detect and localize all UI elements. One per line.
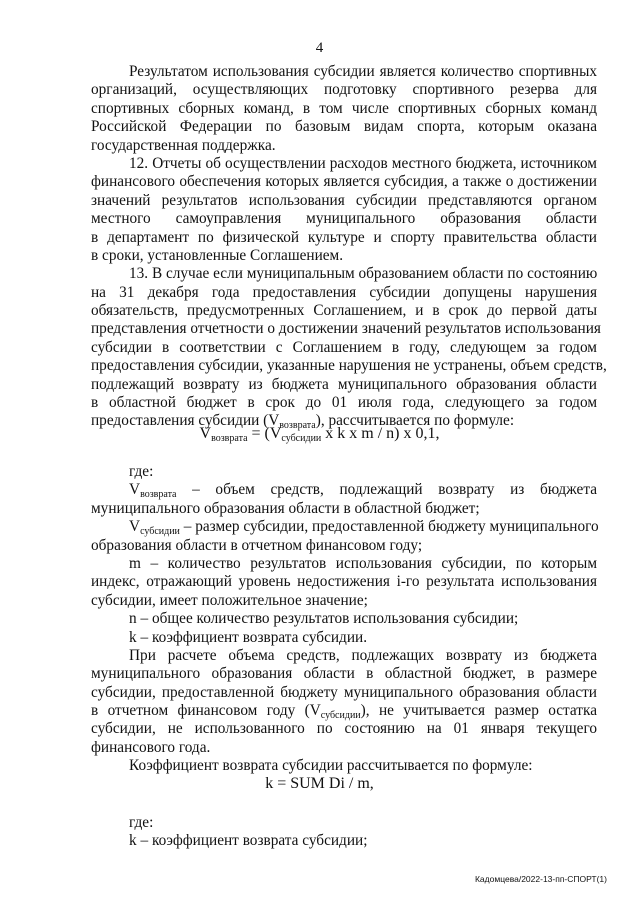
paragraph-line: 13. В случае если муниципальным образованием области по состоянию xyxy=(129,265,598,283)
paragraph-line: предоставления субсидии $(V_{возврата})$, рассчитывается по формуле: xyxy=(91,412,515,432)
paragraph-line: При расчете объема средств, подлежащих возврату из бюджета xyxy=(129,646,597,664)
paragraph-line: местного самоуправления муниципального образования области xyxy=(91,210,597,228)
formula-coefficient: k = SUM Di / m, xyxy=(265,775,374,792)
coefficient-intro: Коэффициент возврата субсидии рассчитывается по формуле: xyxy=(129,757,533,775)
paragraph-line: в отчетном финансовом году $(V_{субсидии})$, не учитывается размер остатка xyxy=(91,702,597,722)
paragraph-line: финансового обеспечения которых является субсидия, а также о достижении xyxy=(91,173,597,191)
definition-k: k – коэффициент возврата субсидии; xyxy=(129,832,368,850)
definition-line: субсидии, имеет положительное значение; xyxy=(91,591,368,609)
definition-m: m – количество результатов использования субсидии, по которым xyxy=(129,554,597,572)
paragraph-line: в департамент по физической культуре и спорту правительства области xyxy=(91,228,597,246)
definition-n: n – общее количество результатов использования субсидии; xyxy=(129,610,519,628)
paragraph-line: Российской Федерации по базовым видам спорта, которым оказана xyxy=(91,118,597,136)
paragraph-line: в сроки, установленные Соглашением. xyxy=(91,246,344,264)
formula-return-volume: $V_{возврата} = (V_{субсидии}$ x k x m / n) x 0,1, xyxy=(199,425,440,444)
definition-k: k – коэффициент возврата субсидии. xyxy=(129,628,368,646)
definition-line: индекс, отражающий уровень недостижения i-го результата использования xyxy=(91,573,597,591)
definitions-block xyxy=(91,463,597,776)
paragraph-line: государственная поддержка. xyxy=(91,136,276,154)
definition-v-return: $V_{возврата}$ – объем средств, подлежащий возврату из бюджета xyxy=(129,481,597,501)
page-number: 4 xyxy=(315,40,324,56)
where-label: где: xyxy=(129,814,154,831)
paragraph-line: 12. Отчеты об осуществлении расходов местного бюджета, источником xyxy=(129,154,597,172)
where-label: где: xyxy=(129,463,154,480)
paragraph-line: субсидии, не использованного по состоянию на 01 января текущего xyxy=(91,720,597,738)
paragraph-line: на 31 декабря года предоставления субсидии допущены нарушения xyxy=(91,283,597,301)
document-body xyxy=(91,63,607,432)
definitions-block-2 xyxy=(91,814,597,851)
paragraph-line: субсидии, предоставленной бюджету муниципального образования области xyxy=(91,683,597,701)
paragraph-line: обязательств, предусмотренных Соглашением, и в срок до первой даты xyxy=(91,302,597,320)
definition-v-subsidy: $V_{субсидии}$ – размер субсидии, предоставленной бюджету муниципального xyxy=(129,518,599,538)
paragraph-line: значений результатов использования субсидии представляются органом xyxy=(91,191,597,209)
paragraph-line: предоставления субсидии, указанные нарушения не устранены, объем средств, xyxy=(91,357,607,375)
definition-line: образования области в отчетном финансовом году; xyxy=(91,536,423,554)
paragraph-line: Результатом использования субсидии является количество спортивных xyxy=(129,63,597,80)
paragraph-line: подлежащий возврату из бюджета муниципального образования области xyxy=(91,375,597,393)
document-code: Кадомцева/2022-13-пп-СПОРТ(1) xyxy=(474,874,607,884)
paragraph-line: организаций, осуществляющих подготовку спортивного резерва для xyxy=(91,81,597,99)
definition-line: муниципального образования области в областной бюджет; xyxy=(91,499,480,517)
paragraph-line: муниципального образования области в областной бюджет, в размере xyxy=(91,665,597,683)
paragraph-line: представления отчетности о достижении значений результатов использования xyxy=(91,320,601,338)
paragraph-line: субсидии в соответствии с Соглашением в году, следующем за годом xyxy=(91,338,597,356)
paragraph-line: финансового года. xyxy=(91,738,211,756)
paragraph-line: спортивных сборных команд, в том числе спортивных сборных команд xyxy=(91,99,597,117)
paragraph-line: в областной бюджет в срок до 01 июля года, следующего за годом xyxy=(91,394,597,412)
